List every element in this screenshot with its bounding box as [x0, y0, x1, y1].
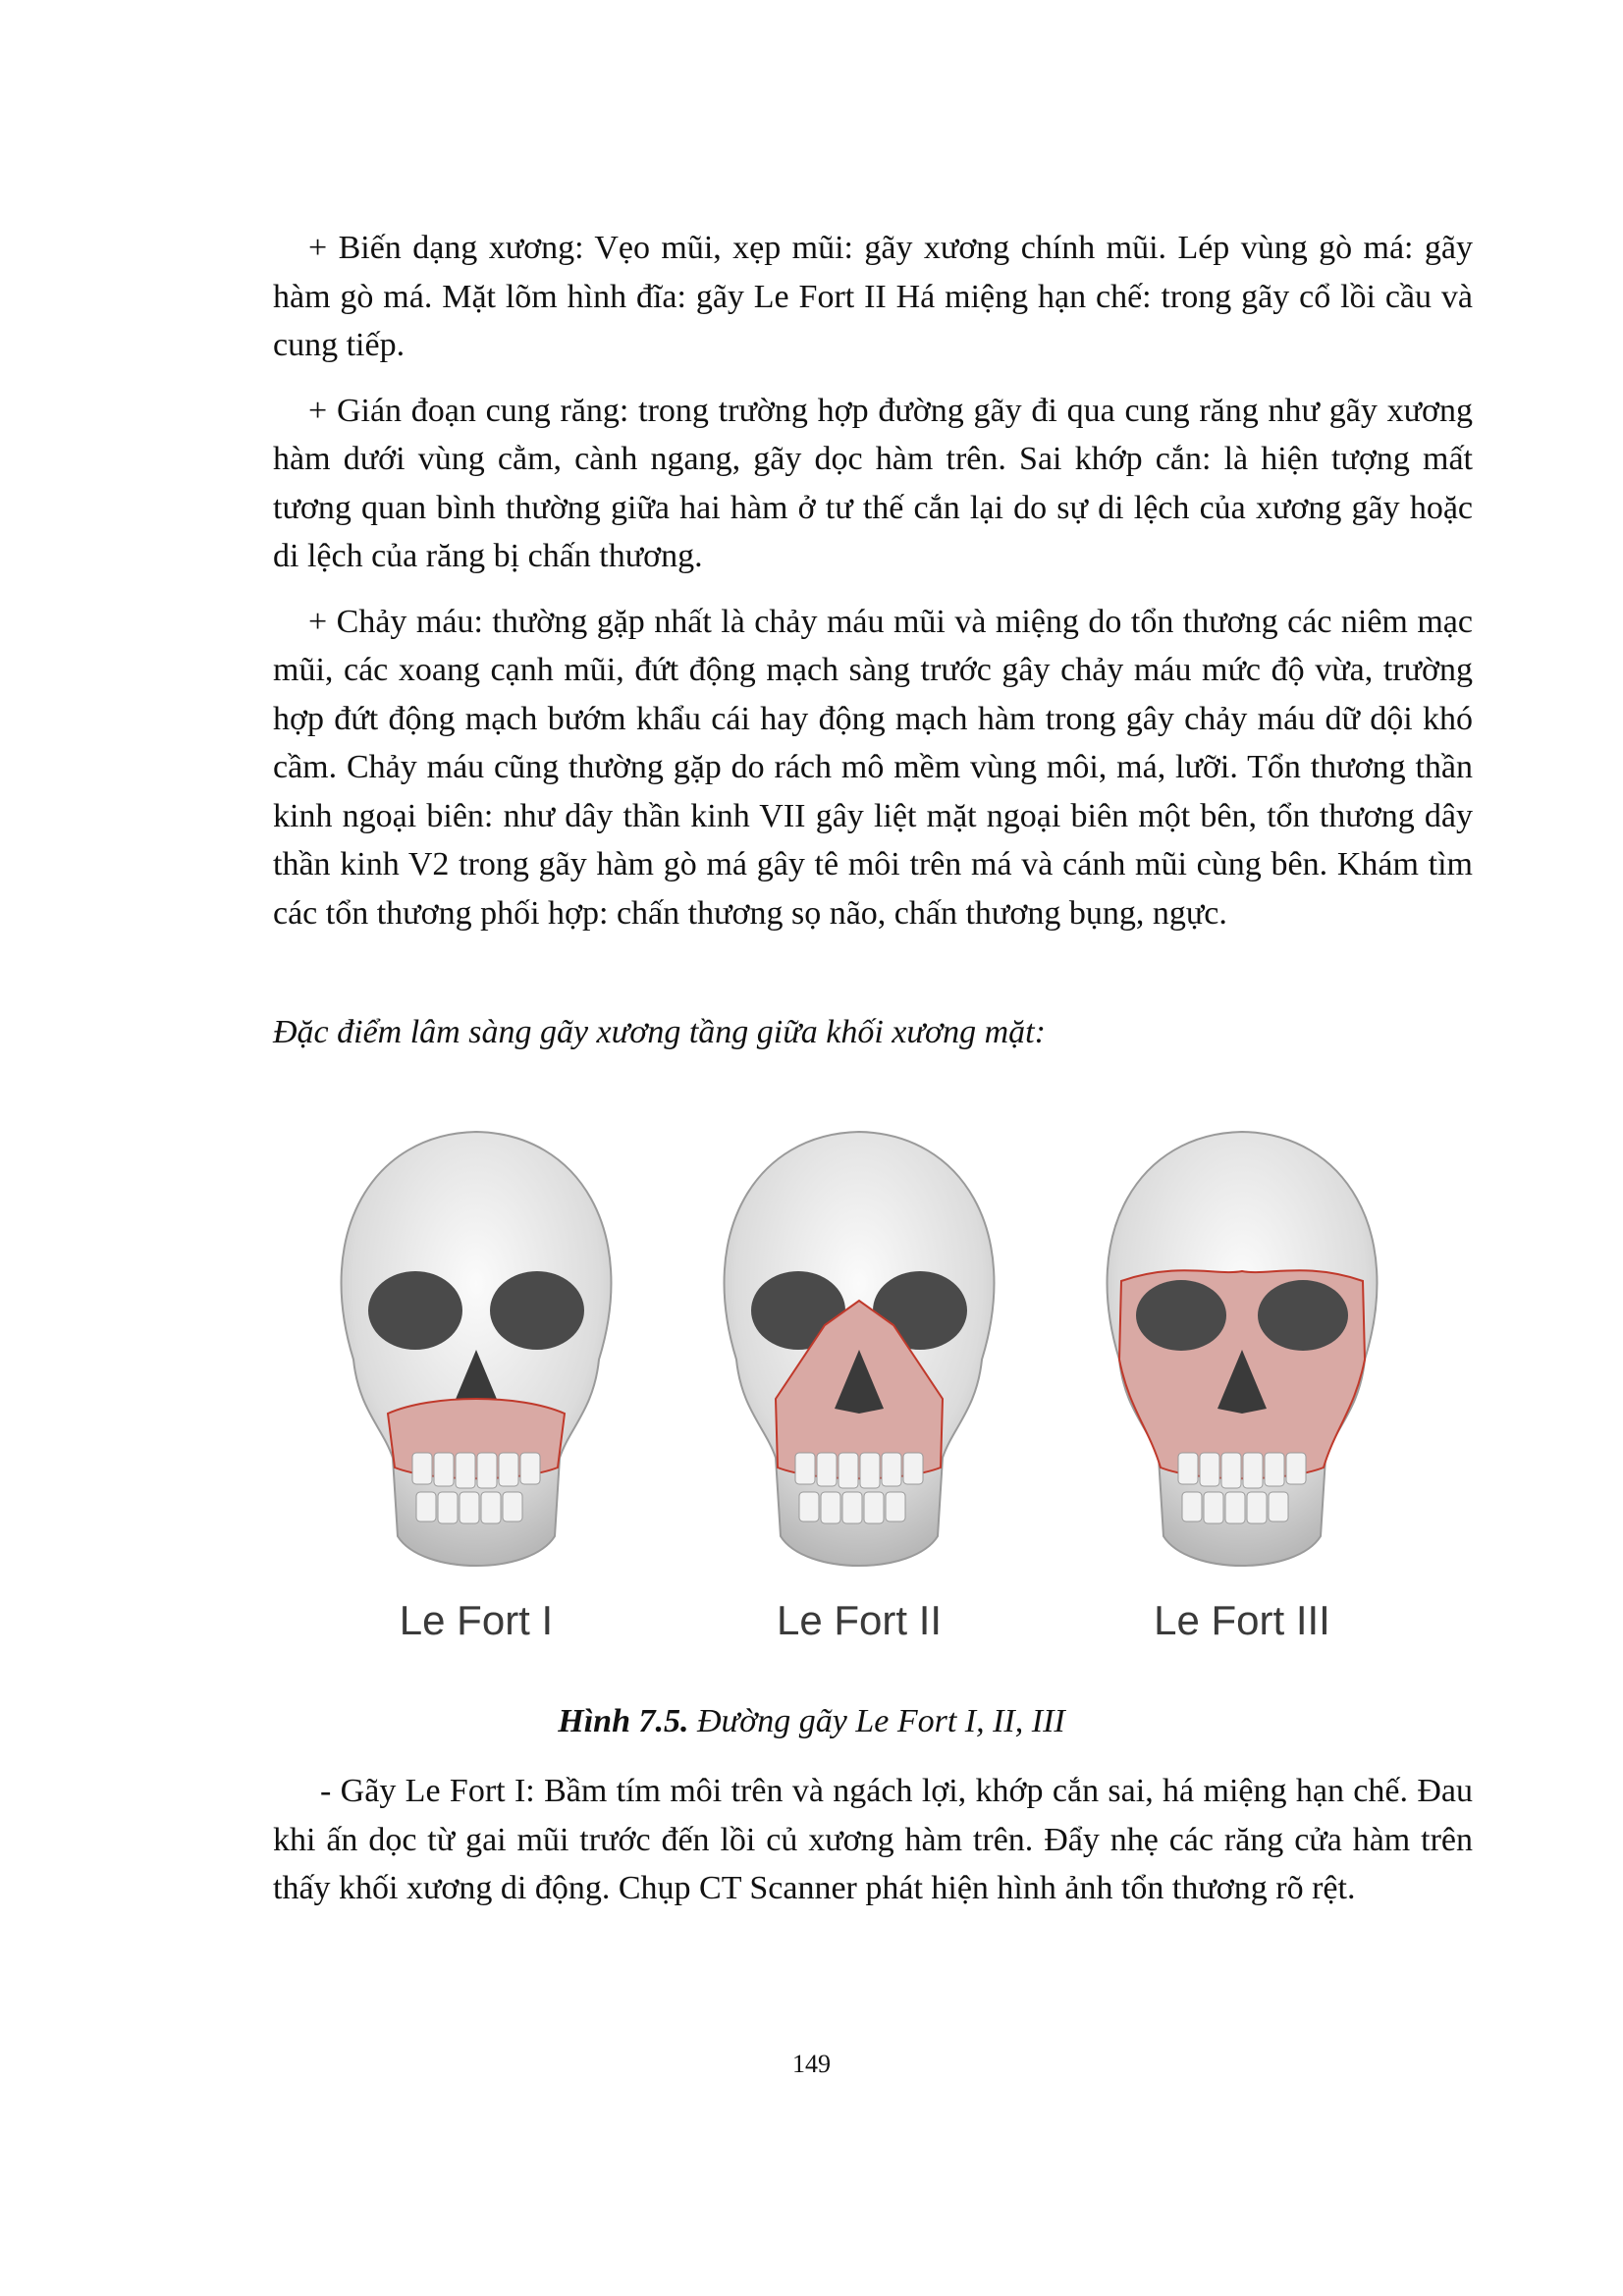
section-heading: Đặc điểm lâm sàng gãy xương tầng giữa khối xương mặt: [273, 1014, 1046, 1050]
skull-le-fort-3 [1060, 1114, 1424, 1693]
label-le-fort-2: Le Fort II [776, 1597, 943, 1643]
figure-caption-number: Hình 7.5. [558, 1703, 689, 1739]
skull-le-fort-2-illustration [677, 1114, 1041, 1585]
body-text [273, 224, 1473, 954]
paragraph-dental-arch: + Gián đoạn cung răng: trong trường hợp đường gãy đi qua cung răng như gãy xương hàm dưới vùng cằm, cành ngang, gãy dọc hàm trên. Sai khớp cắn: là hiện tượng mất tương quan bình thường giữa hai hàm ở tư thế cắn lại do sự di lệch của xương gãy hoặc di lệch của răng bị chấn thương. [273, 392, 1473, 574]
paragraph-le-fort-1: - Gãy Le Fort I: Bầm tím môi trên và ngách lợi, khớp cắn sai, há miệng hạn chế. Đau khi ấn dọc từ gai mũi trước đến lồi củ xương hàm trên. Đẩy nhẹ các răng cửa hàm trên thấy khối xương di động. Chụp CT Scanner phát hiện hình ảnh tổn thương rõ rệt. [273, 1773, 1473, 1906]
skull-le-fort-1 [295, 1114, 658, 1693]
paragraph-bone-deformity: + Biến dạng xương: Vẹo mũi, xẹp mũi: gãy xương chính mũi. Lép vùng gò má: gãy hàm gò má. Mặt lõm hình đĩa: gãy Le Fort II Há miệng hạn chế: trong gãy cổ lồi cầu và cung tiếp. [273, 230, 1473, 363]
le-fort-figure [295, 1114, 1434, 1693]
skull-le-fort-3-illustration [1060, 1114, 1424, 1585]
figure-caption-text: Đường gãy Le Fort I, II, III [688, 1703, 1065, 1739]
label-le-fort-3: Le Fort III [1154, 1597, 1330, 1643]
skull-le-fort-2 [677, 1114, 1041, 1693]
skull-le-fort-1-illustration [295, 1114, 658, 1585]
page-number: 149 [792, 2050, 831, 2078]
figure-caption [0, 1703, 1623, 1740]
paragraph-bleeding: + Chảy máu: thường gặp nhất là chảy máu mũi và miệng do tổn thương các niêm mạc mũi, các xoang cạnh mũi, đứt động mạch sàng trước gây chảy máu mức độ vừa, trường hợp đứt động mạch bướm khẩu cái hay động mạch hàm trong gây chảy máu dữ dội khó cầm. Chảy máu cũng thường gặp do rách mô mềm vùng môi, má, lưỡi. Tổn thương thần kinh ngoại biên: như dây thần kinh VII gây liệt mặt ngoại biên một bên, tổn thương dây thần kinh V2 trong gãy hàm gò má gây tê môi trên má và cánh mũi cùng bên. Khám tìm các tổn thương phối hợp: chấn thương sọ não, chấn thương bụng, ngực. [273, 603, 1473, 932]
label-le-fort-1: Le Fort I [399, 1597, 554, 1643]
le-fort-1-description [273, 1767, 1473, 1930]
